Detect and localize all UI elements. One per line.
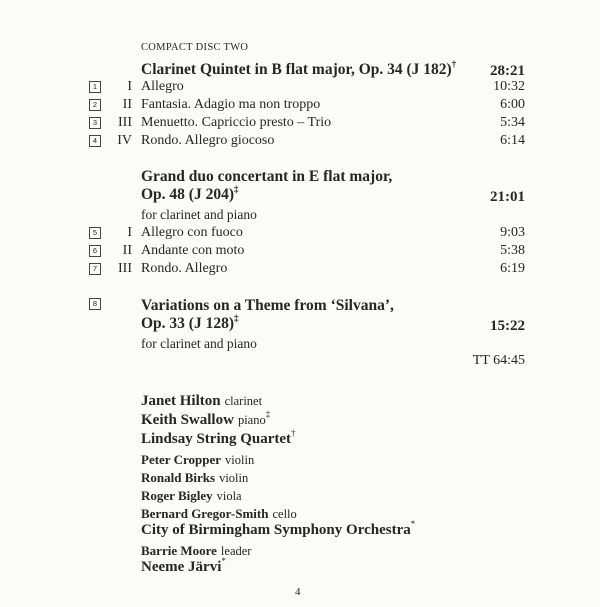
movement-title: Allegro con fuoco (141, 225, 243, 240)
movement-duration: 6:00 (500, 97, 525, 112)
movement-numeral: III (118, 115, 132, 130)
work-3-title-line2: Op. 33 (J 128)‡ (141, 313, 239, 332)
work-2-duration: 21:01 (490, 189, 525, 205)
track-box: 7 (89, 263, 101, 275)
track-box: 6 (89, 245, 101, 257)
track-box: 1 (89, 81, 101, 93)
performer: Ronald Birks violin (141, 470, 249, 485)
performer: Bernard Gregor-Smith cello (141, 506, 297, 521)
performer: Keith Swallow piano‡ (141, 409, 271, 428)
work-1-title: Clarinet Quintet in B flat major, Op. 34 (J 182)† (141, 59, 457, 78)
movement-numeral: IV (117, 133, 132, 148)
work-2-subtitle: for clarinet and piano (141, 207, 257, 222)
track-box: 3 (89, 117, 101, 129)
work-1-duration: 28:21 (490, 63, 525, 79)
work-2-title-line2: Op. 48 (J 204)‡ (141, 184, 239, 203)
movement-numeral: II (122, 97, 132, 112)
movement-duration: 5:38 (500, 243, 525, 258)
movement-duration: 9:03 (500, 225, 525, 240)
movement-numeral: I (127, 225, 132, 240)
performer: Janet Hilton clarinet (141, 393, 263, 409)
movement-title: Andante con moto (141, 243, 245, 258)
movement-title: Rondo. Allegro giocoso (141, 133, 275, 148)
work-2-title-line1: Grand duo concertant in E flat major, (141, 168, 393, 185)
track-box: 8 (89, 298, 101, 310)
movement-duration: 10:32 (493, 79, 525, 94)
movement-duration: 5:34 (500, 115, 525, 130)
movement-title: Menuetto. Capriccio presto – Trio (141, 115, 332, 130)
performer: Barrie Moore leader (141, 543, 252, 558)
work-3-subtitle: for clarinet and piano (141, 336, 257, 351)
movement-numeral: II (122, 243, 132, 258)
movement-title: Allegro (141, 79, 184, 94)
work-3-title-line1: Variations on a Theme from ‘Silvana’, (141, 297, 394, 314)
movement-duration: 6:14 (500, 133, 525, 148)
disc-heading: COMPACT DISC TWO (141, 42, 249, 53)
movement-duration: 6:19 (500, 261, 525, 276)
work-3-duration: 15:22 (490, 318, 525, 334)
performer: City of Birmingham Symphony Orchestra* (141, 519, 416, 538)
performer: Lindsay String Quartet† (141, 428, 296, 447)
track-box: 4 (89, 135, 101, 147)
page-number: 4 (295, 586, 301, 598)
movement-numeral: I (127, 79, 132, 94)
track-box: 2 (89, 99, 101, 111)
performer: Neeme Järvi* (141, 556, 226, 575)
track-box: 5 (89, 227, 101, 239)
total-time: TT 64:45 (472, 353, 525, 368)
performer: Roger Bigley viola (141, 488, 242, 503)
performer: Peter Cropper violin (141, 452, 255, 467)
movement-title: Fantasia. Adagio ma non troppo (141, 97, 321, 112)
movement-numeral: III (118, 261, 132, 276)
movement-title: Rondo. Allegro (141, 261, 228, 276)
